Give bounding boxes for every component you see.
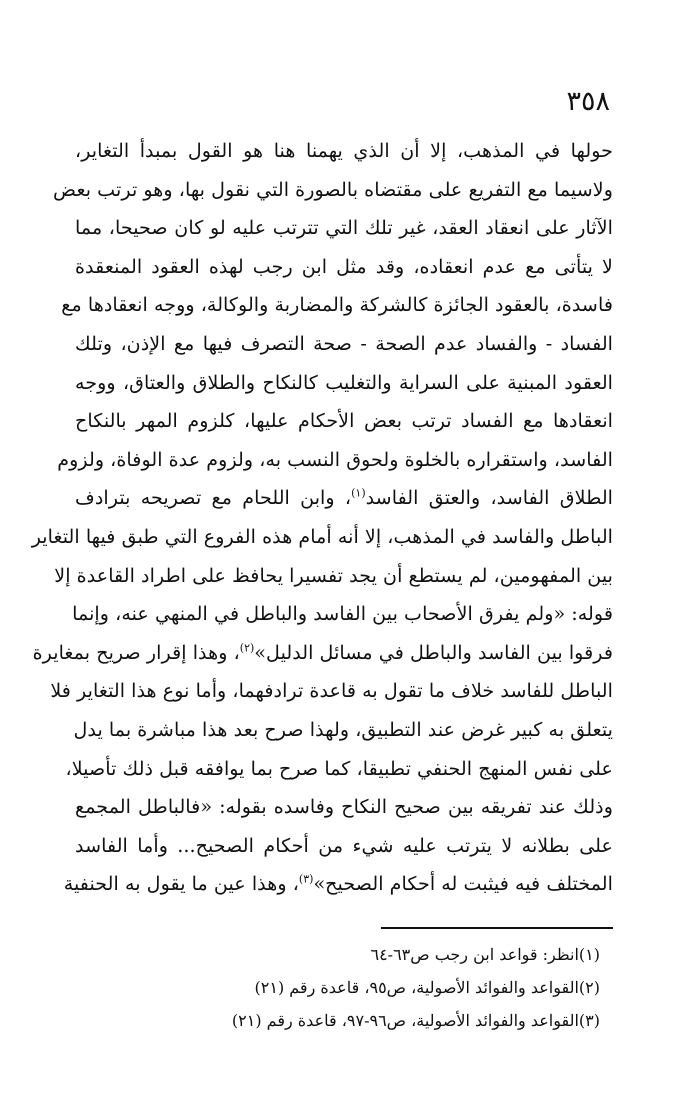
main-text [31, 132, 613, 904]
text-line: الطلاق الفاسد، والعتق الفاسد$^{(١)}$، وابن اللحام مع تصريحه بترادف [75, 486, 613, 510]
text-line: الفساد - والفساد عدم الصحة - صحة التصرف فيها مع الإذن، وتلك [75, 331, 613, 355]
footnote-ref-1[interactable]: (١) [351, 486, 366, 500]
text-line: الآثار على انعقاد العقد، غير تلك التي تترتب عليه لو كان صحيحا، مما [75, 216, 613, 240]
text-line: على بطلانه لا يترتب عليه شيء من أحكام الصحيح... وأما الفاسد [75, 833, 613, 857]
footnote-item: (٣)القواعد والفوائد الأصولية، ص٩٦-٩٧، قاعدة رقم (٢١) [231, 1011, 600, 1030]
text-line: على نفس المنهج الحنفي تطبيقا، كما صرح بما يوافقه قبل ذلك تأصيلا، [65, 756, 613, 780]
text-line: فرقوا بين الفاسد والباطل في مسائل الدليل»$^{(٢)}$، وهذا إقرار صريح بمغايرة [32, 640, 613, 664]
text-line: الباطل والفاسد في المذهب، إلا أنه أمام هذه الفروع التي طبق فيها التغاير [31, 524, 613, 548]
text-line: العقود المبنية على السراية والتغليب كالنكاح والطلاق والعتاق، ووجه [75, 370, 613, 394]
text-line: يتعلق به كبير غرض عند التطبيق، ولهذا صرح بعد هذا مباشرة بما يدل [73, 717, 613, 741]
footnote-divider [381, 927, 613, 929]
text-line: ولاسيما مع التفريع على مقتضاه بالصورة التي نقول بها، وهو ترتب بعض [52, 177, 613, 201]
text-line: قوله: «ولم يفرق الأصحاب بين الفاسد والباطل في المنهي عنه، وإنما [72, 602, 613, 626]
text-line: وذلك عند تفريقه بين صحيح النكاح وفاسده بقوله: «فالباطل المجمع [75, 795, 613, 819]
footnote-ref-2[interactable]: (٢) [239, 641, 255, 655]
text-line: الباطل للفاسد خلاف ما تقول به قاعدة ترادفهما، وأما نوع هذا التغاير فلا [50, 679, 613, 703]
page-number: ٣٥٨ [566, 86, 610, 117]
text-line: فاسدة، بالعقود الجائزة كالشركة والمضاربة والوكالة، ووجه انعقادها مع [61, 293, 613, 317]
text-line: الفاسد، واستقراره بالخلوة ولحوق النسب به، ولزوم عدة الوفاة، ولزوم [57, 447, 613, 471]
footnote-item: (١)انظر: قواعد ابن رجب ص٦٣-٦٤ [370, 945, 600, 964]
footnote-item: (٢)القواعد والفوائد الأصولية، ص٩٥، قاعدة رقم (٢١) [254, 978, 600, 997]
text-line: حولها في المذهب، إلا أن الذي يهمنا هنا هو القول بمبدأ التغاير، [75, 139, 613, 162]
text-line: انعقادها مع الفساد ترتب بعض الأحكام عليها، كلزوم المهر بالنكاح [75, 409, 613, 433]
footnote-ref-3[interactable]: (٣) [298, 872, 314, 886]
text-line: بين المفهومين، لم يستطع أن يجد تفسيرا يحافظ على اطراد القاعدة إلا [54, 563, 613, 587]
footnotes [232, 938, 600, 1037]
text-line: لا يتأتى مع عدم انعقاده، وقد مثل ابن رجب لهذه العقود المنعقدة [75, 254, 613, 278]
text-line: المختلف فيه فيثبت له أحكام الصحيح»$^{(٣)}$، وهذا عين ما يقول به الحنفية [63, 872, 613, 896]
